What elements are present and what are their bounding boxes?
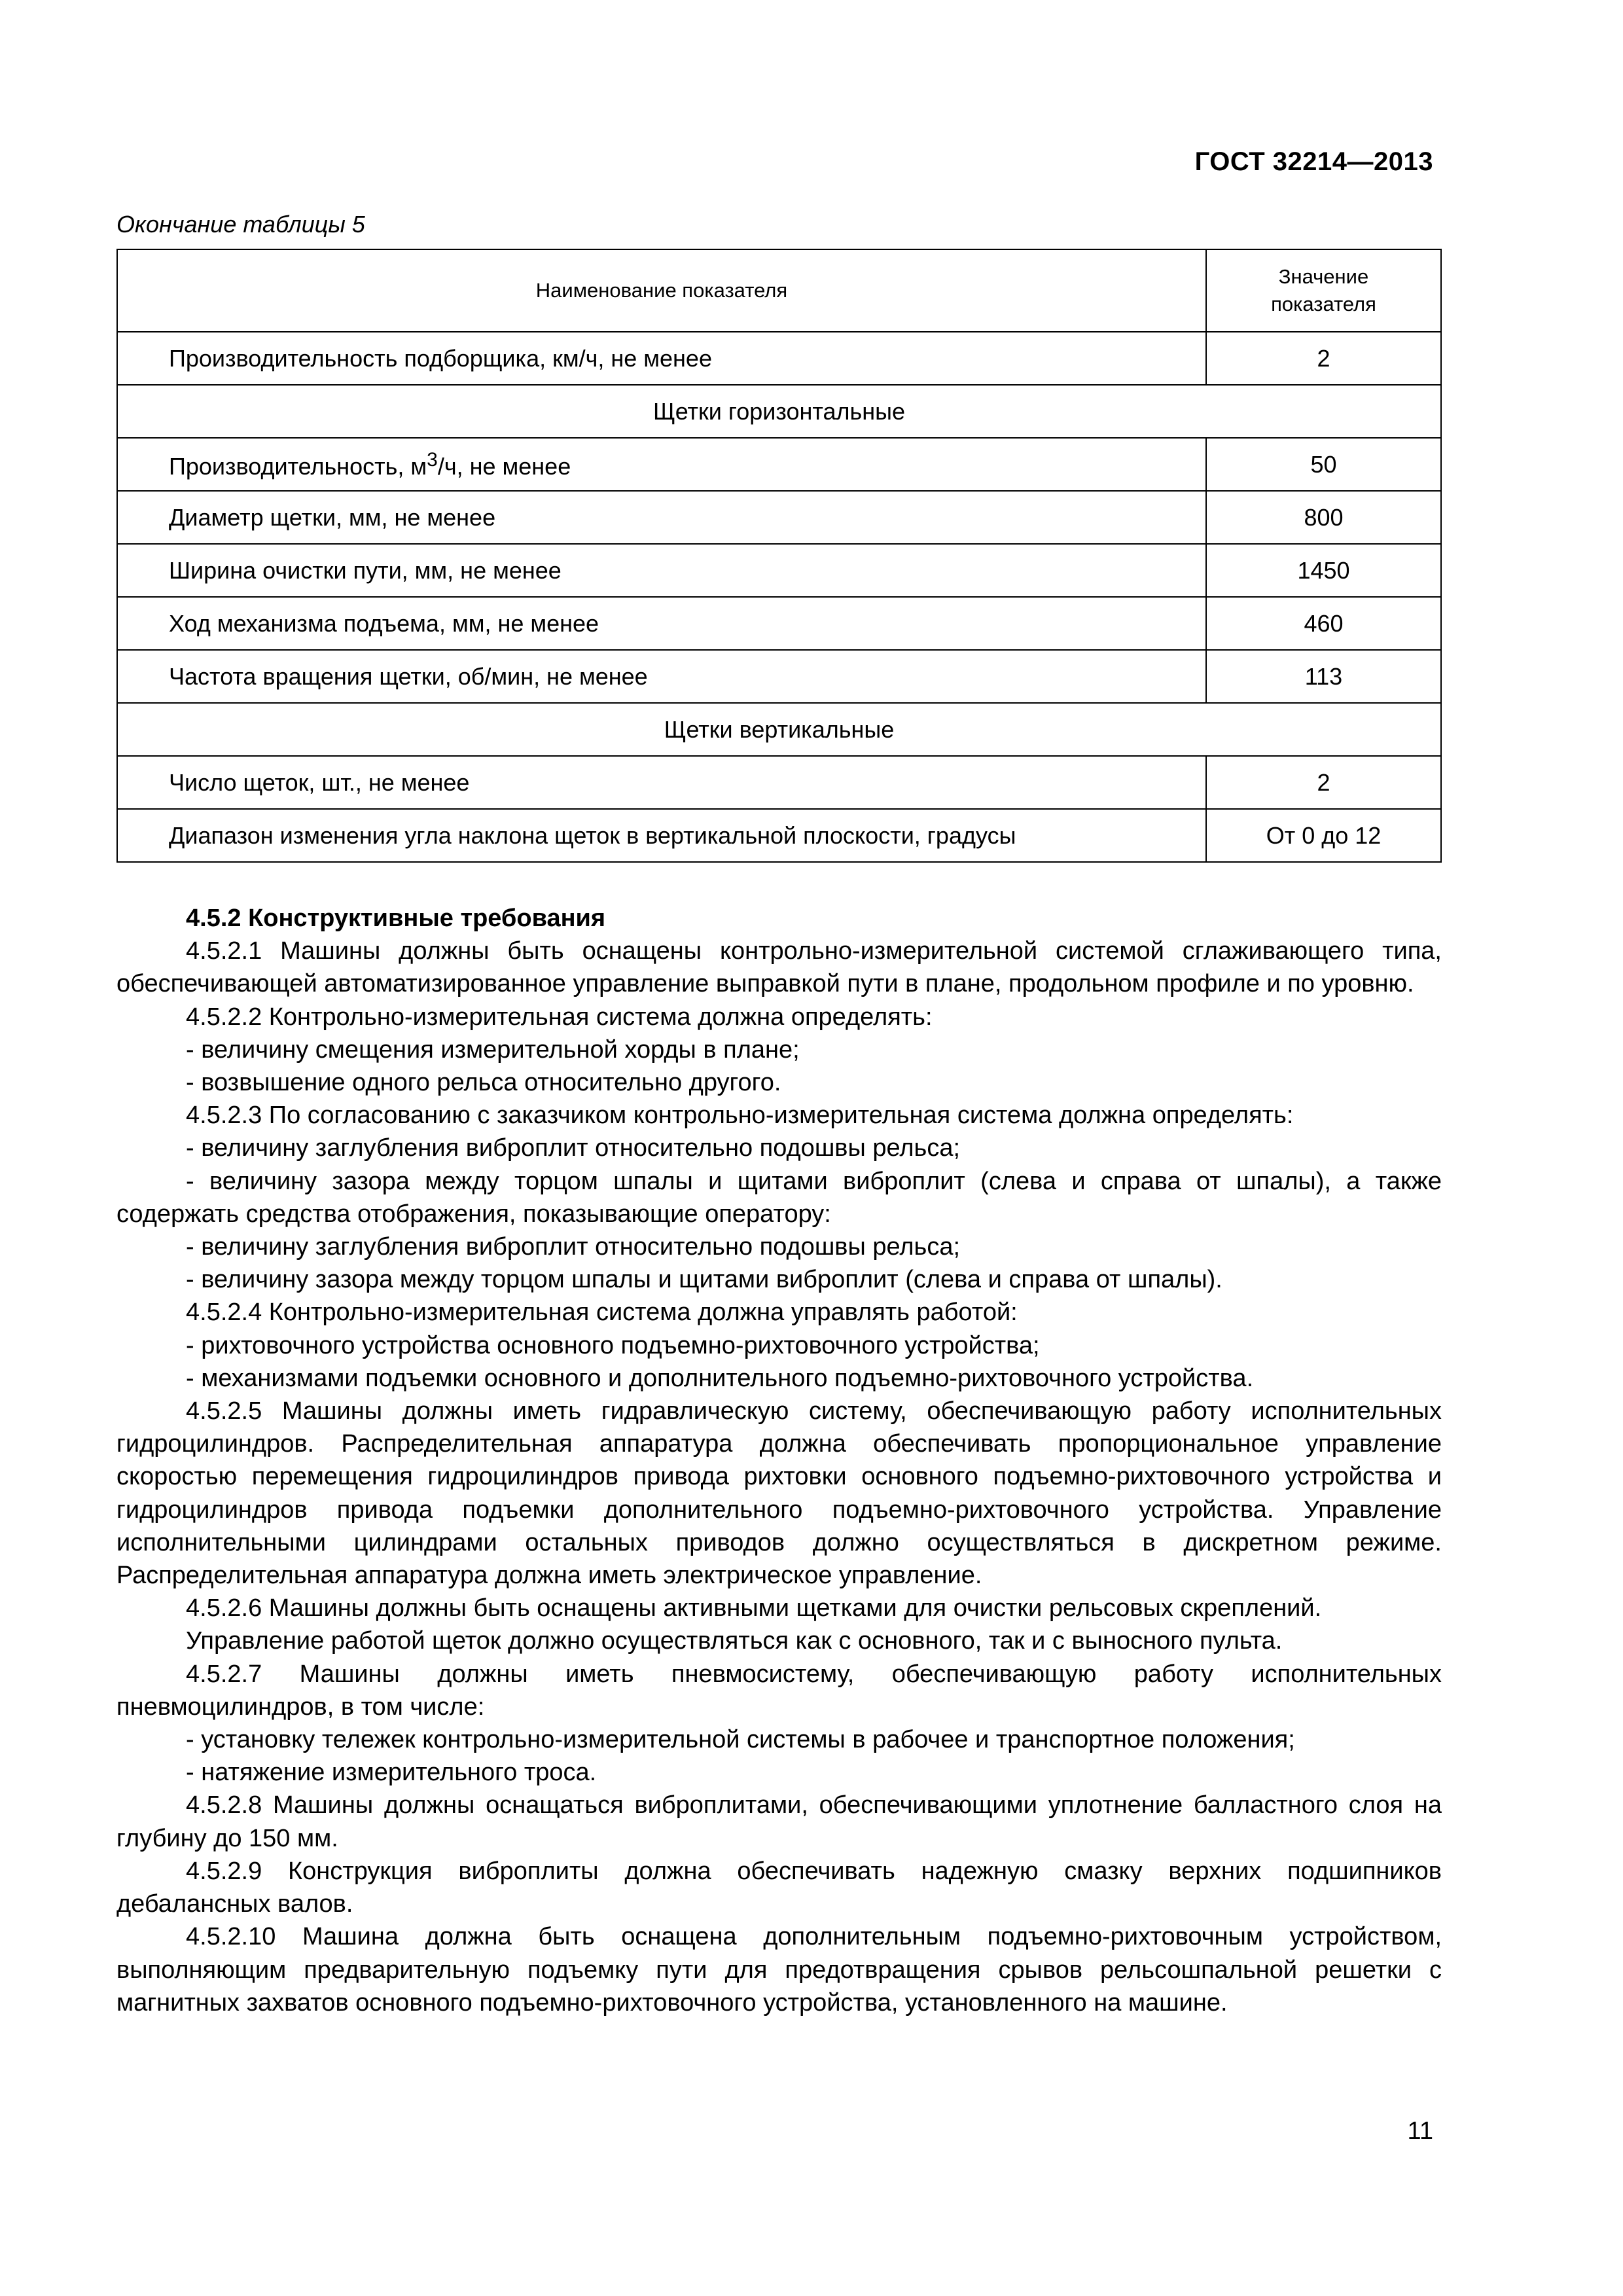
row-name (117, 438, 1206, 491)
table-row (117, 597, 1441, 650)
row-value: От 0 до 12 (1206, 809, 1441, 862)
list-item: - натяжение измерительного троса. (186, 1759, 597, 1787)
paragraph: 4.5.2.6 Машины должны быть оснащены активными щетками для очистки рельсовых скреплений. (186, 1594, 1322, 1623)
row-name-text-tail: /ч, не менее (437, 452, 571, 480)
list-item: - механизмами подъемки основного и дополнительного подъемно-рихтовочного устройства. (186, 1364, 1254, 1392)
list-item: - рихтовочного устройства основного подъемно-рихтовочного устройства; (186, 1331, 1040, 1359)
column-header-name: Наименование показателя (117, 249, 1206, 332)
list-item: - установку тележек контрольно-измерительной системы в рабочее и транспортное положения; (186, 1726, 1295, 1754)
row-value: 2 (1206, 756, 1441, 809)
table-row (117, 809, 1441, 862)
row-name: Ход механизма подъема, мм, не менее (117, 597, 1206, 650)
column-header-value: Значение показателя (1206, 249, 1441, 332)
row-value: 2 (1206, 332, 1441, 385)
row-value: 113 (1206, 650, 1441, 703)
row-name: Ширина очистки пути, мм, не менее (117, 544, 1206, 597)
row-value: 460 (1206, 597, 1441, 650)
group-title: Щетки горизонтальные (117, 385, 1441, 438)
paragraph: 4.5.2.9 Конструкция виброплиты должна обеспечивать надежную смазку верхних подшипников дебалансных валов. (116, 1857, 1442, 1918)
page-number: 11 (1407, 2117, 1433, 2145)
document-header: ГОСТ 32214—2013 (1194, 147, 1433, 176)
group-title: Щетки вертикальные (117, 703, 1441, 756)
list-item: - величину заглубления виброплит относительно подошвы рельса; (186, 1233, 961, 1261)
table-row (117, 491, 1441, 544)
table-group-row (117, 385, 1441, 438)
table-row (117, 544, 1441, 597)
row-value: 800 (1206, 491, 1441, 544)
paragraph: Управление работой щеток должно осуществляться как с основного, так и с выносного пульта. (186, 1627, 1283, 1655)
paragraph: 4.5.2.7 Машины должны иметь пневмосистему, обеспечивающую работу исполнительных пневмоцилиндров, в том числе: (116, 1660, 1442, 1721)
row-name-text: Производительность, м (169, 452, 427, 480)
table-row (117, 650, 1441, 703)
row-name: Диапазон изменения угла наклона щеток в вертикальной плоскости, градусы (117, 809, 1206, 862)
table-header-row (117, 249, 1441, 332)
paragraph: 4.5.2.4 Контрольно-измерительная система должна управлять работой: (186, 1299, 1018, 1327)
row-name: Диаметр щетки, мм, не менее (117, 491, 1206, 544)
row-name: Производительность подборщика, км/ч, не менее (117, 332, 1206, 385)
row-value: 1450 (1206, 544, 1441, 597)
section-body (116, 902, 1442, 2019)
list-item: - величину заглубления виброплит относительно подошвы рельса; (186, 1134, 961, 1162)
paragraph: 4.5.2.2 Контрольно-измерительная система должна определять: (186, 1003, 933, 1031)
row-name: Число щеток, шт., не менее (117, 756, 1206, 809)
paragraph: 4.5.2.5 Машины должны иметь гидравлическую систему, обеспечивающую работу исполнительных гидроцилиндров. Распределительная аппаратура должна обеспечивать пропорциональное управление скоростью перемещения гидроцилиндров привода рихтовки основного подъемно-рихтовочного устройства и гидроцилиндров привода подъемки дополнительного подъемно-рихтовочного устройства. Управление исполнительными цилиндрами остальных приводов должно осуществляться в дискретном режиме. Распределительная аппаратура должна иметь электрическое управление. (116, 1397, 1442, 1590)
paragraph: 4.5.2.3 По согласованию с заказчиком контрольно-измерительная система должна определять: (186, 1102, 1294, 1130)
table-row (117, 438, 1441, 491)
list-item: - величину зазора между торцом шпалы и щитами виброплит (слева и справа от шпалы), а также содержать средства отображения, показывающие оператору: (116, 1167, 1442, 1228)
row-name-superscript: 3 (427, 448, 438, 471)
paragraph: 4.5.2.10 Машина должна быть оснащена дополнительным подъемно-рихтовочным устройством, выполняющим предварительную подъемку пути для предотвращения срывов рельсошпальной решетки с магнитных захватов основного подъемно-рихтовочного устройства, установленного на машине. (116, 1923, 1442, 2017)
paragraph: 4.5.2.8 Машины должны оснащаться виброплитами, обеспечивающими уплотнение балластного слоя на глубину до 150 мм. (116, 1791, 1442, 1852)
table-caption: Окончание таблицы 5 (116, 211, 365, 238)
section-heading: 4.5.2 Конструктивные требования (186, 905, 606, 932)
table-row (117, 756, 1441, 809)
specification-table (116, 249, 1442, 863)
table-row (117, 332, 1441, 385)
row-value: 50 (1206, 438, 1441, 491)
list-item: - величину смещения измерительной хорды в плане; (186, 1035, 800, 1064)
list-item: - величину зазора между торцом шпалы и щитами виброплит (слева и справа от шпалы). (186, 1266, 1222, 1294)
paragraph: 4.5.2.1 Машины должны быть оснащены контрольно-измерительной системой сглаживающего типа, обеспечивающей автоматизированное управление выправкой пути в плане, продольном профиле и по уровню. (116, 937, 1442, 998)
list-item: - возвышение одного рельса относительно другого. (186, 1069, 781, 1097)
table-group-row (117, 703, 1441, 756)
row-name: Частота вращения щетки, об/мин, не менее (117, 650, 1206, 703)
